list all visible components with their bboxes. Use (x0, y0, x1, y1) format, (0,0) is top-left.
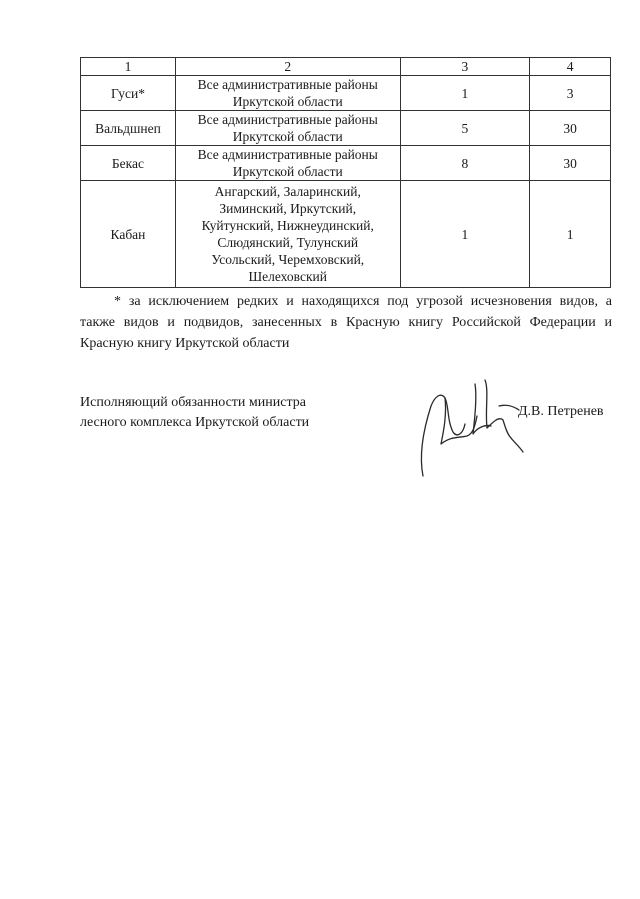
value-cell: 1 (400, 76, 530, 111)
area-cell (175, 111, 400, 146)
value-cell: 1 (530, 181, 611, 288)
area-line: Зиминский, Иркутский, (219, 201, 357, 216)
table-row (81, 146, 611, 181)
value-cell: 3 (530, 76, 611, 111)
area-cell (175, 76, 400, 111)
area-cell (175, 181, 400, 288)
header-cell: 2 (175, 58, 400, 76)
area-line: Слюдянский, Тулунский (217, 235, 359, 250)
footnote-line: также видов и подвидов, занесенных в Красную книгу Российской Федерации и (80, 315, 612, 330)
footnote-line: Красную книгу Иркутской области (80, 336, 290, 351)
species-cell: Бекас (81, 146, 176, 181)
area-line: Все административные районы (197, 77, 378, 92)
area-line: Усольский, Черемховский, (211, 252, 365, 267)
value-cell: 30 (530, 146, 611, 181)
species-cell: Кабан (81, 181, 176, 288)
table-header-row (81, 58, 611, 76)
signatory-title-line: Исполняющий обязанности министра (80, 395, 306, 410)
header-cell: 1 (81, 58, 176, 76)
species-cell: Вальдшнеп (81, 111, 176, 146)
footnote (80, 291, 612, 354)
signatory-title-line: лесного комплекса Иркутской области (80, 415, 310, 430)
area-line: Куйтунский, Нижнеудинский, (201, 218, 374, 233)
area-line: Иркутской области (232, 164, 343, 179)
table-row (81, 181, 611, 288)
table-row (81, 111, 611, 146)
header-cell: 4 (530, 58, 611, 76)
area-line: Иркутской области (232, 129, 343, 144)
quota-table (80, 57, 611, 288)
area-line: Ангарский, Заларинский, (214, 184, 361, 199)
value-cell: 1 (400, 181, 530, 288)
area-line: Все административные районы (197, 147, 378, 162)
signatory-title (80, 393, 309, 433)
value-cell: 5 (400, 111, 530, 146)
value-cell: 8 (400, 146, 530, 181)
area-line: Шелеховский (248, 269, 327, 284)
footnote-line: * за исключением редких и находящихся под угрозой исчезновения видов, а (114, 294, 612, 309)
header-cell: 3 (400, 58, 530, 76)
area-cell (175, 146, 400, 181)
species-cell: Гуси* (81, 76, 176, 111)
area-line: Все административные районы (197, 112, 378, 127)
handwritten-signature (415, 376, 527, 481)
table-row (81, 76, 611, 111)
area-line: Иркутской области (232, 94, 343, 109)
value-cell: 30 (530, 111, 611, 146)
signatory-name: Д.В. Петренев (518, 404, 604, 419)
